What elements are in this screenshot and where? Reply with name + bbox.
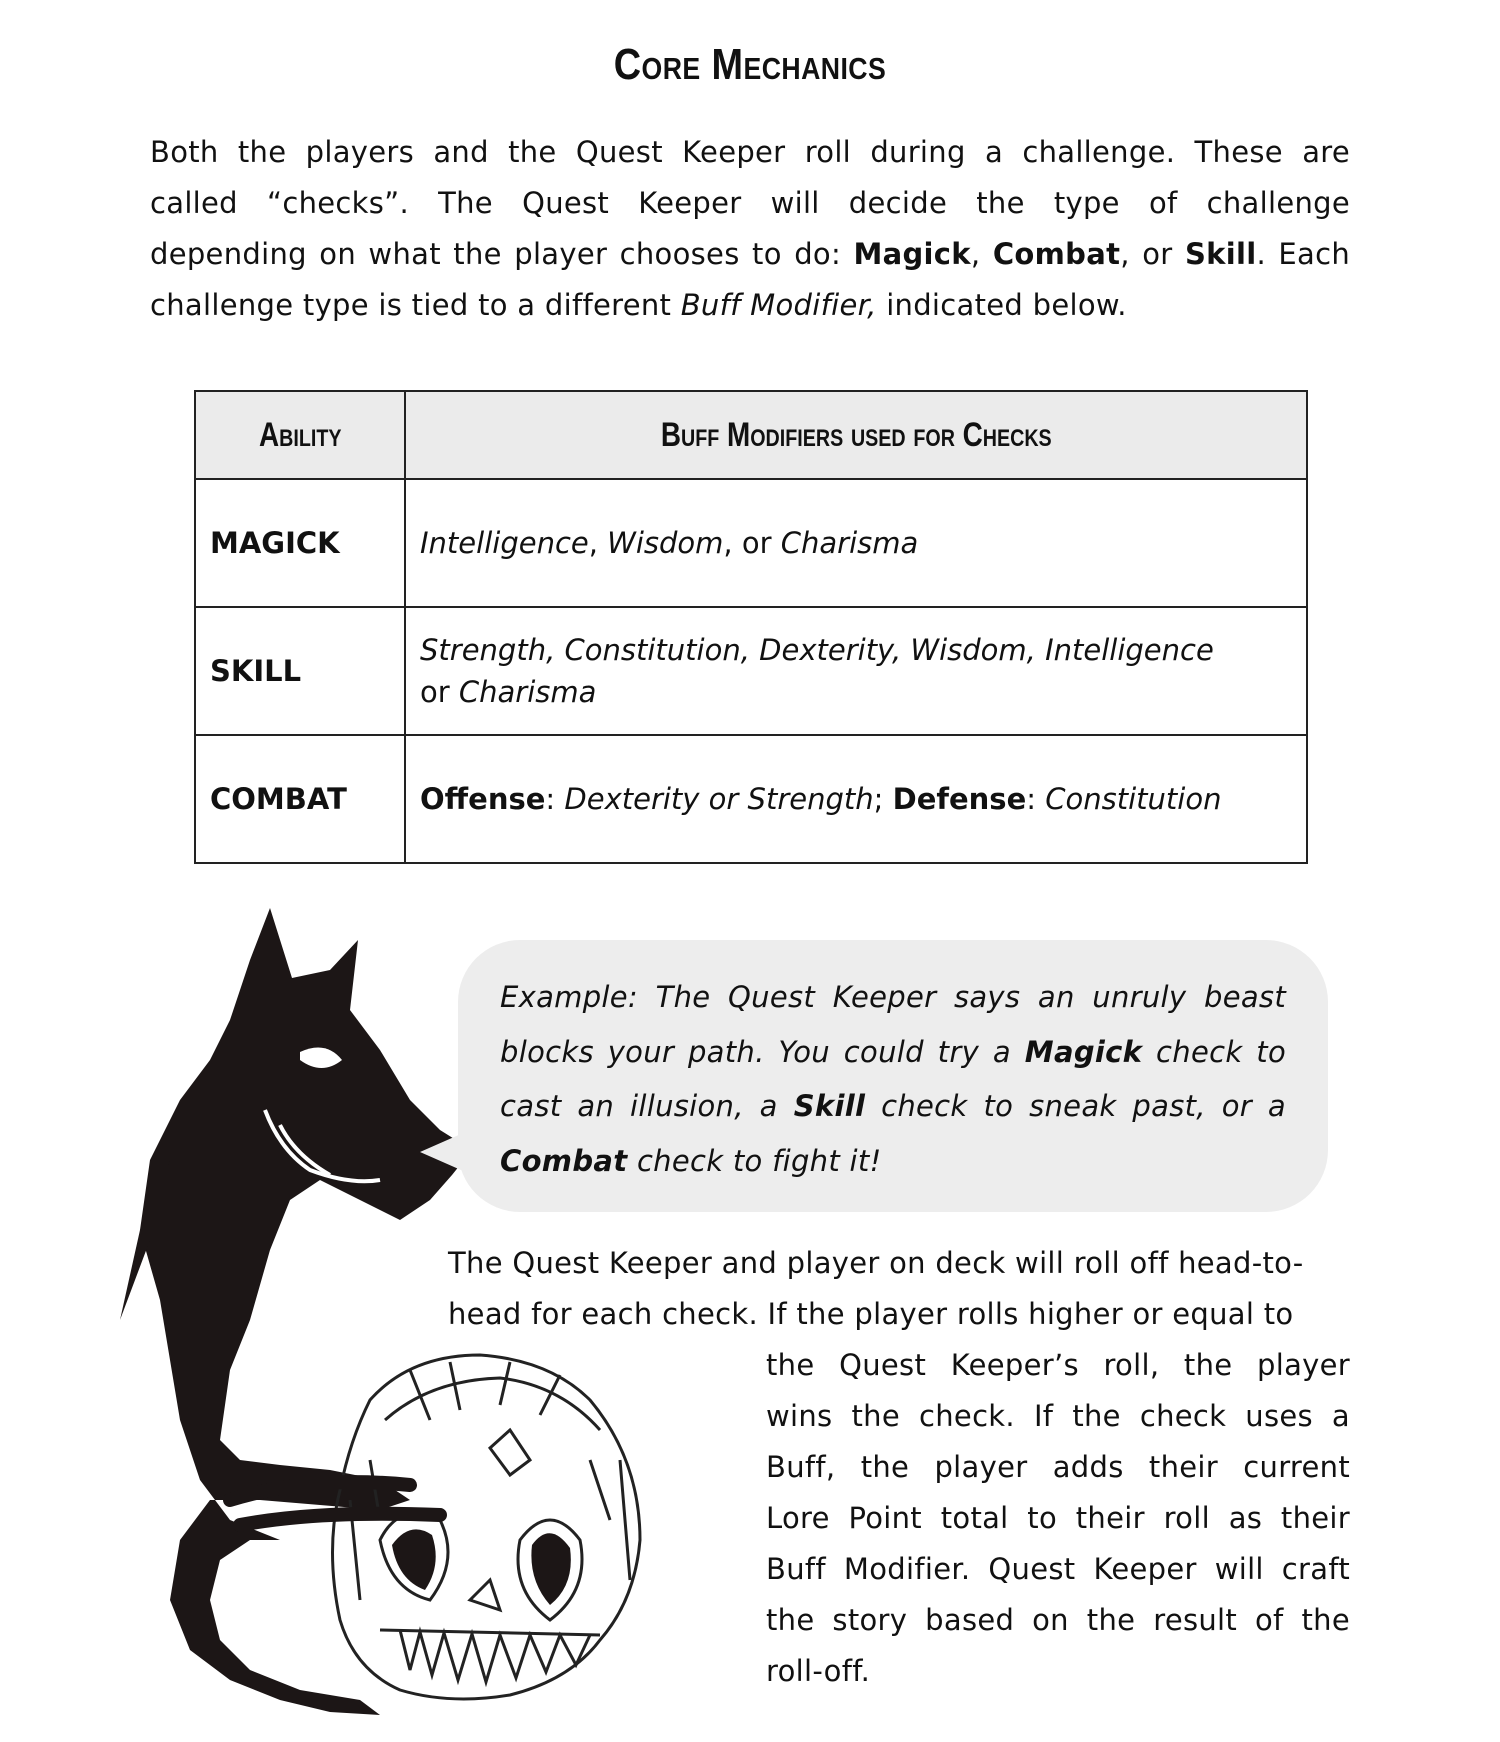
intro-text: indicated below. <box>876 288 1127 322</box>
roll-off-paragraph-bottom <box>766 1340 1350 1697</box>
table-row <box>195 479 1307 607</box>
example-line: cast an illusion, a Skill check to sneak past, or a <box>500 1089 1286 1123</box>
body-line: the story based on the result of the <box>766 1603 1350 1637</box>
example-text <box>500 970 1286 1188</box>
intro-paragraph <box>150 127 1350 331</box>
magick-term: Magick <box>1024 1034 1143 1069</box>
skill-term: Skill <box>793 1089 866 1123</box>
intro-line <box>150 229 1350 280</box>
body-line: Buff Modifier. Quest Keeper will craft <box>766 1552 1350 1586</box>
body-line: Buff, the player adds their current <box>766 1450 1350 1484</box>
cat-silhouette-icon <box>120 908 472 1715</box>
table-header-row <box>195 391 1307 479</box>
modifier-cell: Offense: Dexterity or Strength; Defense: Constitution <box>405 735 1307 863</box>
body-line: wins the check. If the check uses a <box>766 1399 1350 1433</box>
body-line: roll-off. <box>766 1654 871 1688</box>
ability-cell: COMBAT <box>195 735 405 863</box>
body-line: Lore Point total to their roll as their <box>766 1501 1350 1535</box>
intro-text: . Each <box>1256 237 1351 271</box>
combat-term: Combat <box>992 237 1121 271</box>
modifier-cell: Intelligence, Wisdom, or Charisma <box>405 479 1307 607</box>
body-line: The Quest Keeper and player on deck will roll off head-to- <box>448 1246 1304 1280</box>
intro-line: called “checks”. The Quest Keeper will decide the type of challenge <box>150 186 1350 220</box>
intro-text: , or <box>1120 237 1185 271</box>
intro-text: , <box>970 237 993 271</box>
skull-dark-areas-icon <box>392 1529 571 1605</box>
intro-text: depending on what the player chooses to do: <box>150 237 854 271</box>
skull-sketch-icon <box>333 1355 641 1699</box>
modifier-cell: Strength, Constitution, Dexterity, Wisdom, Intelligence or Charisma <box>405 607 1307 735</box>
table-row <box>195 607 1307 735</box>
ability-cell: SKILL <box>195 607 405 735</box>
example-line: blocks your path. You could try a Magick check to <box>500 1034 1286 1069</box>
ability-cell: MAGICK <box>195 479 405 607</box>
combat-term: Combat <box>500 1143 628 1178</box>
example-line: Combat check to fight it! <box>500 1143 882 1178</box>
ability-table <box>194 390 1308 864</box>
intro-text: challenge type is tied to a different <box>150 288 681 322</box>
intro-line <box>150 280 1350 331</box>
body-line: the Quest Keeper’s roll, the player <box>766 1348 1350 1382</box>
table-row <box>195 735 1307 863</box>
body-line: head for each check. If the player rolls higher or equal to <box>448 1297 1294 1331</box>
magick-term: Magick <box>853 237 971 271</box>
page-title: Core Mechanics <box>613 40 887 89</box>
speech-bubble-tail <box>420 1130 470 1174</box>
example-line: Example: The Quest Keeper says an unruly beast <box>500 980 1286 1014</box>
buff-modifier-term: Buff Modifier, <box>680 288 877 322</box>
roll-off-paragraph-top <box>448 1238 1348 1340</box>
ability-column-header: Ability <box>195 391 405 479</box>
modifiers-column-header: Buff Modifiers used for Checks <box>405 391 1307 479</box>
intro-line: Both the players and the Quest Keeper roll during a challenge. These are <box>150 135 1350 169</box>
skill-term: Skill <box>1184 237 1257 271</box>
